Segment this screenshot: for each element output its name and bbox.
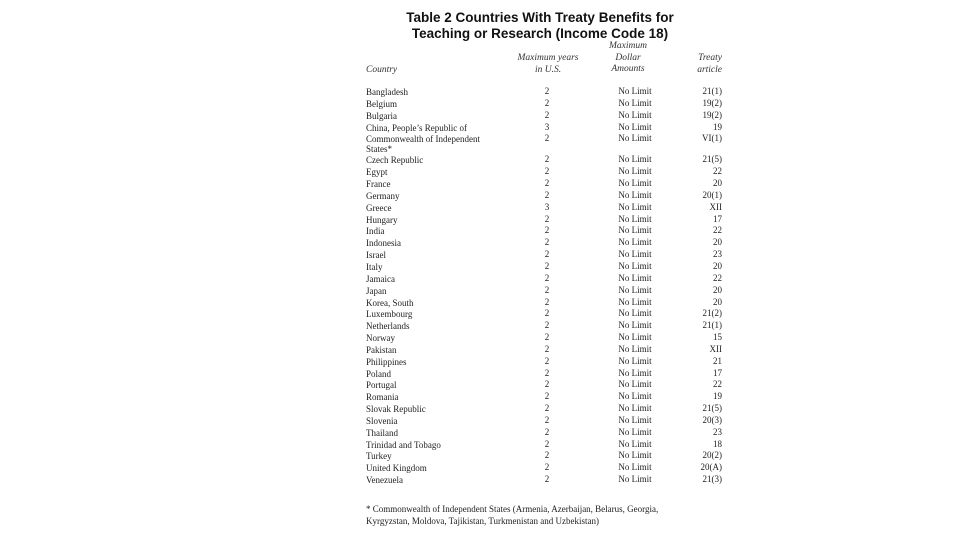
row-country: Indonesia (366, 238, 401, 249)
table-row (366, 450, 722, 462)
row-country: Czech Republic (366, 155, 424, 166)
table-title-line1: Table 2 Countries With Treaty Benefits for (406, 10, 674, 25)
table-row (366, 415, 722, 427)
table-row (366, 166, 722, 178)
row-treaty-article: 23 (713, 249, 722, 260)
column-header-years-line1: Maximum years (517, 53, 579, 63)
row-treaty-article: 21(3) (702, 474, 722, 485)
table-title (360, 10, 720, 42)
row-max-years: 2 (544, 272, 550, 283)
row-country: Pakistan (366, 344, 397, 355)
row-max-years: 2 (544, 355, 550, 366)
row-max-dollar: No Limit (618, 343, 652, 354)
row-country: Italy (366, 261, 383, 272)
row-country: Greece (366, 202, 392, 213)
table-row (366, 249, 722, 261)
table-row (366, 110, 722, 122)
row-max-years: 2 (544, 154, 550, 165)
table-row (366, 86, 722, 98)
table-row (366, 133, 722, 154)
row-max-dollar: No Limit (618, 166, 652, 177)
row-country: Turkey (366, 451, 392, 462)
row-max-dollar: No Limit (618, 178, 652, 189)
column-header-dollar-line1: Maximum (609, 41, 647, 51)
row-treaty-article: 20(2) (702, 450, 722, 461)
row-treaty-article: 19(2) (702, 97, 722, 108)
row-max-dollar: No Limit (618, 237, 652, 248)
row-treaty-article: 15 (713, 332, 722, 343)
row-treaty-article: 20 (713, 284, 722, 295)
table-row (366, 273, 722, 285)
row-max-dollar: No Limit (618, 213, 652, 224)
row-max-dollar: No Limit (618, 260, 652, 271)
row-max-dollar: No Limit (618, 133, 652, 144)
row-treaty-article: 18 (713, 438, 722, 449)
row-country: Korea, South (366, 297, 414, 308)
row-max-dollar: No Limit (618, 426, 652, 437)
row-max-years: 3 (544, 201, 550, 212)
row-country: Poland (366, 368, 392, 379)
row-max-years: 2 (544, 367, 550, 378)
row-treaty-article: 20 (713, 260, 722, 271)
row-max-years: 2 (544, 296, 550, 307)
row-max-dollar: No Limit (618, 332, 652, 343)
row-max-dollar: No Limit (618, 308, 652, 319)
table-row (366, 403, 722, 415)
column-header-years-line2: in U.S. (534, 64, 562, 75)
column-header-dollar-line3: Amounts (611, 64, 645, 74)
table-row (366, 154, 722, 166)
table-row (366, 356, 722, 368)
table-row (366, 379, 722, 391)
row-country: Bulgaria (366, 110, 397, 121)
row-max-years: 2 (544, 414, 550, 425)
table-row (366, 462, 722, 474)
table-row (366, 122, 722, 134)
row-max-dollar: No Limit (618, 379, 652, 390)
row-max-years: 2 (544, 166, 550, 177)
row-max-dollar: No Limit (618, 403, 652, 414)
row-max-dollar: No Limit (618, 201, 652, 212)
row-max-dollar: No Limit (618, 225, 652, 236)
row-country: Thailand (366, 427, 398, 438)
row-treaty-article: 19 (713, 391, 722, 402)
table-row (366, 237, 722, 249)
row-country: Japan (366, 285, 387, 296)
table-row (366, 190, 722, 202)
row-max-dollar: No Limit (618, 189, 652, 200)
row-treaty-article: XII (709, 201, 722, 212)
row-max-years: 2 (544, 308, 550, 319)
row-treaty-article: 20 (713, 237, 722, 248)
row-max-dollar: No Limit (618, 121, 652, 132)
column-header-treaty-line2: article (697, 64, 722, 75)
column-header-country: Country (366, 65, 398, 75)
row-treaty-article: 19(2) (702, 109, 722, 120)
row-treaty-article: 17 (713, 367, 722, 378)
row-max-dollar: No Limit (618, 97, 652, 108)
footnote (366, 503, 726, 527)
row-country: Jamaica (366, 273, 395, 284)
row-max-dollar: No Limit (618, 272, 652, 283)
row-max-years: 2 (544, 450, 550, 461)
table-row (366, 285, 722, 297)
row-max-dollar: No Limit (618, 154, 652, 165)
row-treaty-article: 21(1) (702, 86, 722, 96)
row-max-years: 2 (544, 320, 550, 331)
table-row (366, 297, 722, 309)
row-country: Bangladesh (366, 87, 408, 97)
footnote-line2: Kyrgyzstan, Moldova, Tajikistan, Turkmenistan and Uzbekistan) (366, 516, 600, 526)
table-row (366, 344, 722, 356)
row-country: Netherlands (366, 321, 410, 332)
row-max-years: 2 (544, 403, 550, 414)
row-treaty-article: 20(1) (702, 189, 722, 200)
row-max-years: 2 (544, 249, 550, 260)
table-row (366, 439, 722, 451)
row-treaty-article: 21 (713, 355, 722, 366)
row-country: Commonwealth of Independent States* (366, 134, 480, 155)
column-header-treaty (672, 53, 722, 76)
row-country: Belgium (366, 98, 397, 109)
row-treaty-article: 20(A) (700, 462, 722, 473)
row-max-years: 2 (544, 462, 550, 473)
row-max-years: 2 (544, 332, 550, 343)
table-row (366, 320, 722, 332)
row-max-dollar: No Limit (618, 284, 652, 295)
row-country: United Kingdom (366, 463, 427, 474)
row-max-dollar: No Limit (618, 86, 652, 96)
row-country: India (366, 226, 385, 237)
row-treaty-article: VI(1) (702, 133, 722, 144)
table-row (366, 225, 722, 237)
row-max-years: 2 (544, 109, 550, 120)
row-country: Romania (366, 392, 399, 403)
row-max-years: 2 (544, 178, 550, 189)
row-max-dollar: No Limit (618, 474, 652, 485)
row-max-years: 2 (544, 343, 550, 354)
row-max-dollar: No Limit (618, 249, 652, 260)
row-treaty-article: 21(5) (702, 403, 722, 414)
row-max-years: 2 (544, 474, 550, 485)
table-row (366, 214, 722, 226)
row-max-dollar: No Limit (618, 438, 652, 449)
table-row (366, 261, 722, 273)
row-treaty-article: 17 (713, 213, 722, 224)
row-max-years: 2 (544, 438, 550, 449)
row-treaty-article: 20 (713, 296, 722, 307)
row-treaty-article: 23 (713, 426, 722, 437)
column-header-treaty-line1: Treaty (698, 53, 722, 63)
row-country: China, People’s Republic of (366, 122, 467, 133)
table-row (366, 391, 722, 403)
footnote-line1: * Commonwealth of Independent States (Armenia, Azerbaijan, Belarus, Georgia, (366, 504, 659, 514)
row-max-years: 2 (544, 133, 550, 144)
row-max-dollar: No Limit (618, 355, 652, 366)
row-max-dollar: No Limit (618, 109, 652, 120)
table-row (366, 98, 722, 110)
row-treaty-article: 22 (713, 225, 722, 236)
row-treaty-article: 21(2) (702, 308, 722, 319)
table-row (366, 308, 722, 320)
row-country: Norway (366, 333, 395, 344)
row-treaty-article: 20(3) (702, 414, 722, 425)
row-treaty-article: 19 (713, 121, 722, 132)
row-country: Germany (366, 190, 400, 201)
table-row (366, 332, 722, 344)
table-row (366, 178, 722, 190)
row-treaty-article: 22 (713, 379, 722, 390)
row-country: Philippines (366, 356, 407, 367)
row-country: Slovak Republic (366, 404, 426, 415)
column-header-years (500, 53, 596, 76)
row-max-years: 2 (544, 379, 550, 390)
row-country: Trinidad and Tobago (366, 439, 441, 450)
table-row (366, 368, 722, 380)
row-max-years: 2 (544, 97, 550, 108)
row-max-years: 2 (544, 189, 550, 200)
row-country: Portugal (366, 380, 397, 391)
column-header-dollar-line2: Dollar (615, 52, 641, 63)
row-country: Slovenia (366, 415, 398, 426)
row-max-dollar: No Limit (618, 320, 652, 331)
row-max-years: 2 (544, 213, 550, 224)
row-country: Israel (366, 250, 386, 261)
row-max-years: 2 (544, 225, 550, 236)
row-max-years: 2 (544, 426, 550, 437)
row-country: Hungary (366, 214, 398, 225)
table-row (366, 427, 722, 439)
row-max-dollar: No Limit (618, 367, 652, 378)
row-max-years: 3 (544, 121, 550, 132)
treaty-table-body (366, 86, 722, 486)
row-max-years: 2 (544, 391, 550, 402)
row-treaty-article: 20 (713, 178, 722, 189)
row-country: Venezuela (366, 475, 403, 486)
row-treaty-article: 21(1) (702, 320, 722, 331)
row-max-years: 2 (544, 86, 550, 96)
row-max-dollar: No Limit (618, 450, 652, 461)
row-country: France (366, 179, 391, 190)
row-max-years: 2 (544, 237, 550, 248)
table-row (366, 474, 722, 486)
table-title-line2: Teaching or Research (Income Code 18) (411, 26, 669, 41)
row-max-years: 2 (544, 284, 550, 295)
row-max-years: 2 (544, 260, 550, 271)
row-treaty-article: 22 (713, 166, 722, 177)
row-max-dollar: No Limit (618, 414, 652, 425)
row-max-dollar: No Limit (618, 296, 652, 307)
row-max-dollar: No Limit (618, 391, 652, 402)
row-treaty-article: 21(5) (702, 154, 722, 165)
row-country: Egypt (366, 167, 388, 178)
column-header-dollar (594, 41, 662, 76)
row-treaty-article: 22 (713, 272, 722, 283)
row-max-dollar: No Limit (618, 462, 652, 473)
table-row (366, 202, 722, 214)
row-country: Luxembourg (366, 309, 413, 320)
row-treaty-article: XII (709, 343, 722, 354)
